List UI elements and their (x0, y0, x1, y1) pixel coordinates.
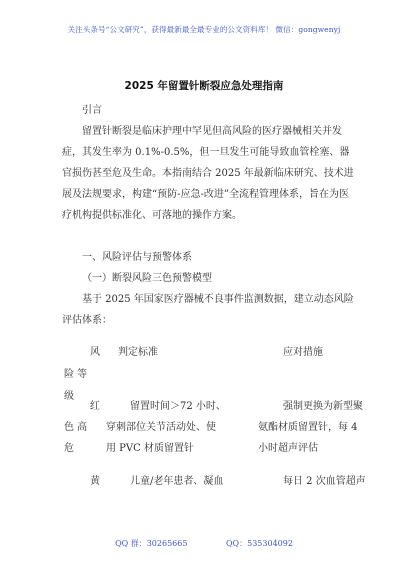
paragraph-risk-system: 基于 2025 年国家医疗器械不良事件监测数据，建立动态风险评估体系： (62, 294, 354, 326)
table-header-measures: 应对措施 (283, 347, 323, 358)
heading-risk-assessment: 一、风险评估与预警体系 (82, 252, 192, 263)
footer-qq-group: QQ 群：30265665 (115, 539, 188, 548)
document-title: 2025 年留置针断裂应急处理指南 (124, 80, 284, 92)
footer-qq: QQ：535304092 (226, 539, 293, 548)
header-note: 关注头条号“公文研究”，获得最新最全最专业的公文资料库！ 微信：gongwenyj (67, 25, 341, 34)
table-header-criteria: 判定标准 (118, 347, 158, 358)
footer-contacts (0, 538, 408, 549)
intro-paragraph: 留置针断裂是临床护理中罕见但高风险的医疗器械相关并发症，其发生率为 0.1%-0.5%，但一旦发生可能导致血管栓塞、器官损伤甚至危及生命。本指南结合 2025 年最新临床研究、技术进展及法规要求，构建“预防-应急-改进”全流程管理体系，旨在为医疗机构提供标准化、可落地的操作方案。 (62, 126, 354, 221)
heading-three-color-model: （一）断裂风险三色预警模型 (82, 273, 212, 284)
section-intro-heading: 引言 (82, 105, 102, 116)
